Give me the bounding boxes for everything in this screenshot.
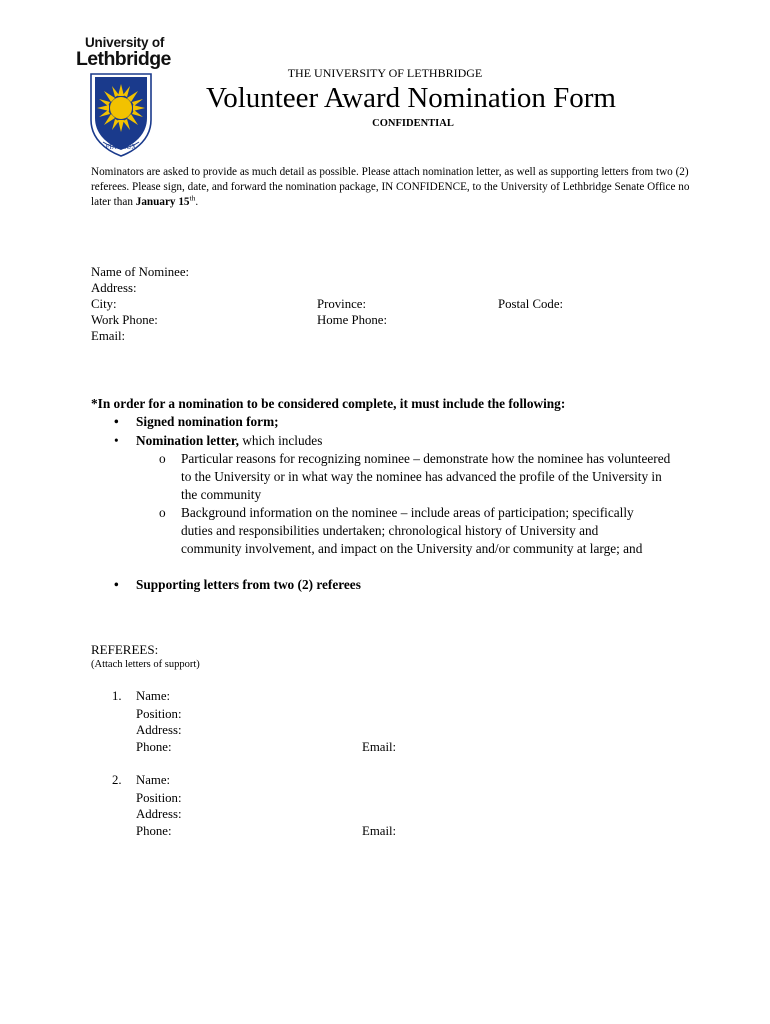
referee-number: 2.	[112, 773, 122, 787]
university-heading: THE UNIVERSITY OF LETHBRIDGE	[287, 66, 483, 80]
referee-address-label: Address:	[136, 807, 182, 821]
referee-email-label: Email:	[362, 740, 397, 754]
referees-heading: REFEREES:	[91, 642, 159, 657]
intro-end: .	[195, 196, 199, 208]
requirement-text-bold: Nomination letter,	[136, 433, 239, 448]
nominee-email-label: Email:	[91, 329, 126, 343]
logo-university-of: University of	[85, 35, 165, 50]
logo-motto: FIAT LUX	[105, 143, 137, 151]
logo-lethbridge: Lethbridge	[76, 48, 171, 70]
referee-address-label: Address:	[136, 723, 182, 737]
bullet-icon: •	[114, 577, 119, 592]
bullet-icon: •	[114, 414, 119, 429]
referee-position-label: Position:	[136, 791, 182, 805]
intro-paragraph	[91, 165, 691, 210]
nominee-province-label: Province:	[317, 297, 367, 311]
referee-phone-label: Phone:	[136, 824, 172, 838]
nominee-postal-code-label: Postal Code:	[498, 297, 564, 311]
deadline-date: January 15	[135, 196, 190, 208]
sub-bullet-icon: o	[159, 451, 166, 466]
requirement-item-supporting-letters	[114, 576, 361, 594]
nominee-work-phone-label: Work Phone:	[91, 313, 158, 327]
page-title: Volunteer Award Nomination Form	[205, 82, 616, 114]
requirement-subitem-reasons	[159, 450, 671, 504]
confidential-label: CONFIDENTIAL	[372, 118, 454, 129]
nominee-home-phone-label: Home Phone:	[317, 313, 388, 327]
deadline-suffix: th	[189, 193, 196, 203]
referee-name-label: Name:	[136, 773, 171, 787]
requirement-text: Signed nomination form;	[136, 414, 279, 429]
subitem-text: Particular reasons for recognizing nominee – demonstrate how the nominee has volunteered to the University or in what way the nominee has advanced the profile of the University in the community	[181, 451, 671, 502]
referee-position-label: Position:	[136, 707, 182, 721]
referee-email-label: Email:	[362, 824, 397, 838]
requirement-item-signed-form	[114, 413, 279, 431]
subitem-text: Background information on the nominee – include areas of participation; specifically duties and responsibilities undertaken; chronological history of University and community involvement, and impact on the University and/or community at large; and	[181, 505, 643, 556]
requirement-item-nomination-letter	[114, 432, 323, 450]
nominee-city-label: City:	[91, 297, 117, 311]
requirement-text: which includes	[238, 433, 323, 448]
requirement-text: Supporting letters from two (2) referees	[136, 577, 361, 592]
requirement-subitem-background	[159, 504, 656, 558]
referees-subheading: (Attach letters of support)	[91, 659, 200, 670]
referee-name-label: Name:	[136, 689, 171, 703]
nominee-name-label: Name of Nominee:	[91, 265, 190, 279]
requirements-title: *In order for a nomination to be considered complete, it must include the following:	[91, 396, 566, 411]
referee-phone-label: Phone:	[136, 740, 172, 754]
bullet-icon: •	[114, 433, 119, 448]
referee-number: 1.	[112, 689, 122, 703]
nominee-address-label: Address:	[91, 281, 137, 295]
intro-text: Nominators are asked to provide as much detail as possible. Please attach nomination letter, as well as supporting letters from two (2) referees. Please sign, date, and forward the nomination package, IN CONFIDENCE, to the University of Lethbridge Senate Office no later than	[91, 166, 690, 208]
sub-bullet-icon: o	[159, 505, 166, 520]
